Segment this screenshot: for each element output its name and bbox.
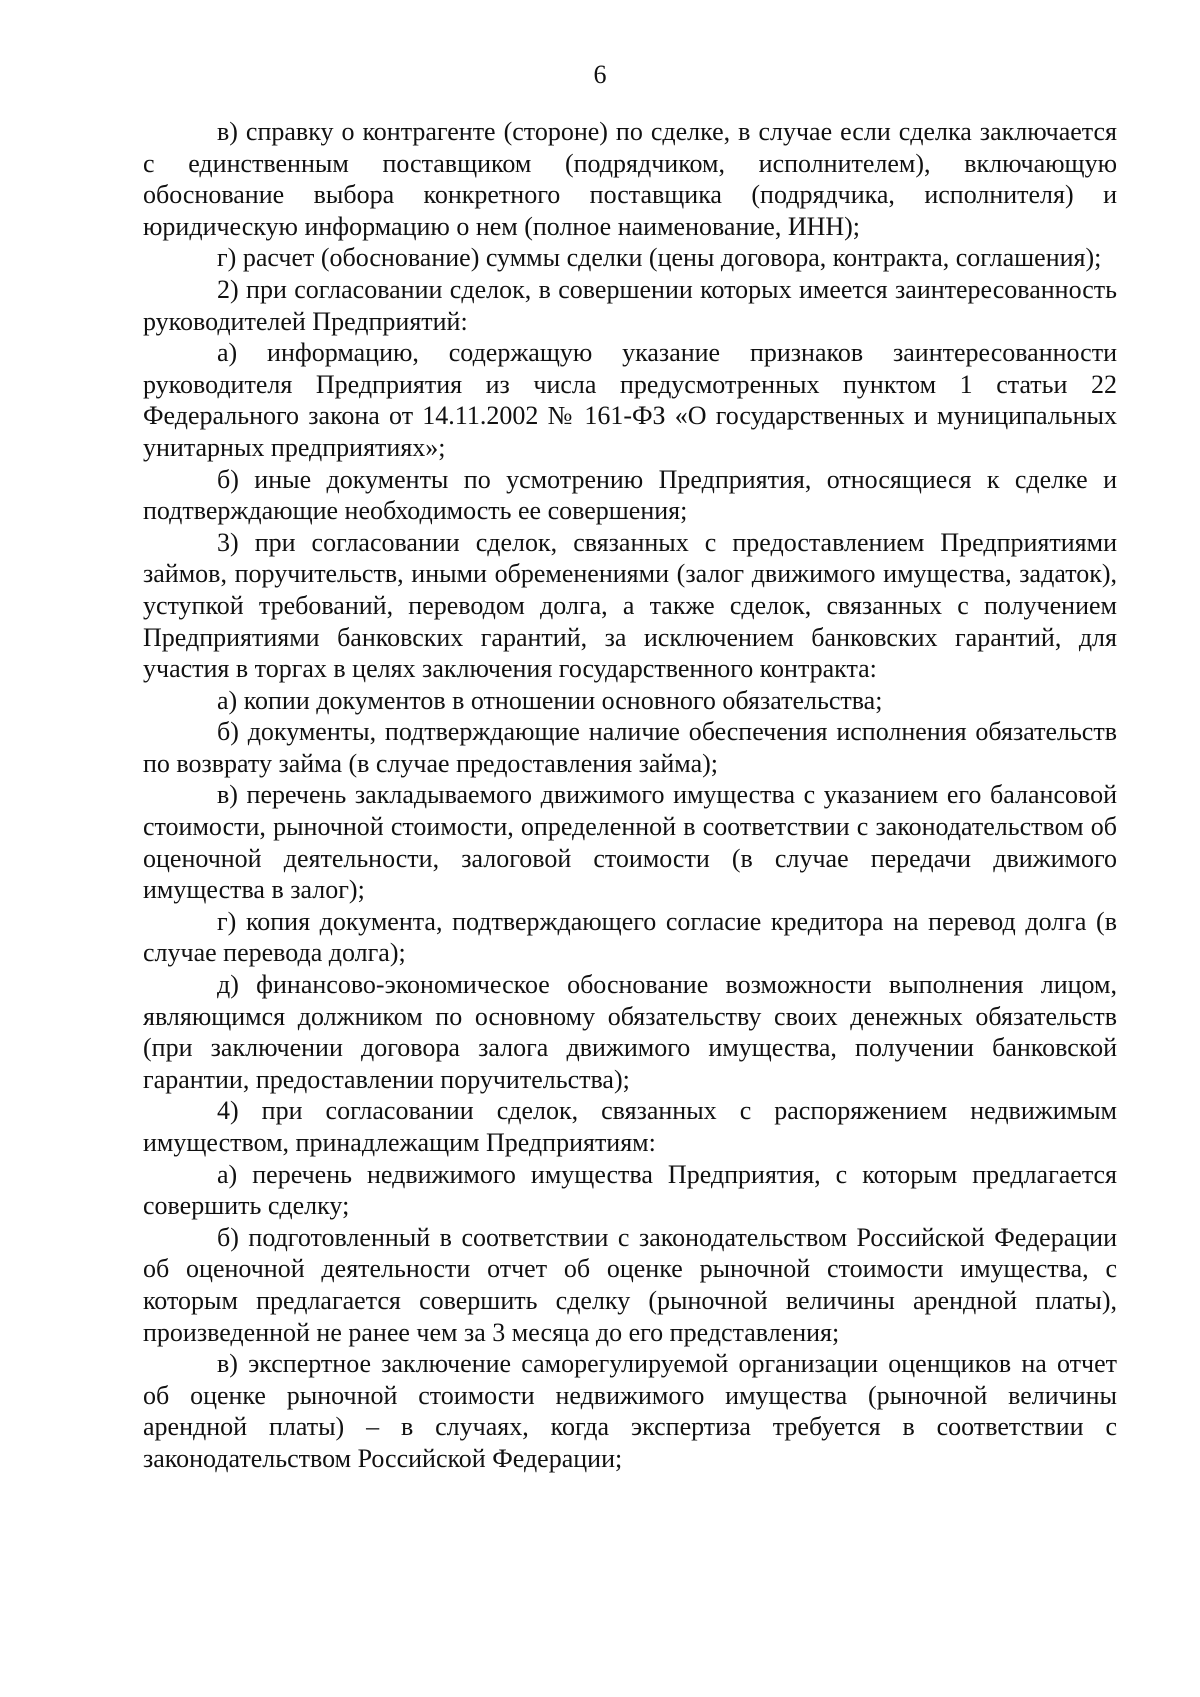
paragraph-g-deal-amount: г) расчет (обоснование) суммы сделки (цены договора, контракта, соглашения); bbox=[217, 243, 1102, 273]
document-body bbox=[143, 116, 1117, 1475]
paragraph-b-other-documents: б) иные документы по усмотрению Предприятия, относящиеся к сделке и подтверждающие необходимость ее совершения; bbox=[143, 464, 1117, 526]
paragraph-a-real-estate-list: а) перечень недвижимого имущества Предприятия, с которым предлагается совершить сделку; bbox=[143, 1159, 1117, 1221]
paragraph-2-interested-deals: 2) при согласовании сделок, в совершении которых имеется заинтересованность руководителей Предприятий: bbox=[143, 274, 1117, 336]
paragraph-b-loan-security: б) документы, подтверждающие наличие обеспечения исполнения обязательств по возврату займа (в случае предоставления займа); bbox=[143, 717, 1117, 778]
paragraph-4-real-estate-deals: 4) при согласовании сделок, связанных с распоряжением недвижимым имуществом, принадлежащим Предприятиям: bbox=[143, 1096, 1117, 1157]
paragraph-v-counterparty-info: в) справку о контрагенте (стороне) по сделке, в случае если сделка заключается с единственным поставщиком (подрядчиком, исполнителем), включающую обоснование выбора конкретного поставщика (подрядчика, исполнителя) и юридическую информацию о нем (полное наименование, ИНН); bbox=[143, 117, 1117, 241]
page-number: 6 bbox=[593, 60, 607, 89]
paragraph-d-financial-justification: д) финансово-экономическое обоснование возможности выполнения лицом, являющимся должником по основному обязательству своих денежных обязательств (при заключении договора залога движимого имущества, получении банковской гарантии, предоставлении поручительства); bbox=[143, 970, 1117, 1094]
paragraph-b-valuation-report: б) подготовленный в соответствии с законодательством Российской Федерации об оценочной деятельности отчет об оценке рыночной стоимости имущества, с которым предлагается совершить сделку (рыночной величины арендной платы), произведенной не ранее чем за 3 месяца до его представления; bbox=[143, 1222, 1117, 1347]
paragraph-g-creditor-consent: г) копия документа, подтверждающего согласие кредитора на перевод долга (в случае перевода долга); bbox=[143, 906, 1117, 968]
paragraph-a-main-obligation-copies: а) копии документов в отношении основного обязательства; bbox=[217, 685, 883, 715]
paragraph-v-expert-opinion: в) экспертное заключение саморегулируемой организации оценщиков на отчет об оценке рыночной стоимости недвижимого имущества (рыночной величины арендной платы) – в случаях, когда экспертиза требуется в соответствии с законодательством Российской Федерации; bbox=[143, 1349, 1117, 1473]
paragraph-3-loans-guarantees: 3) при согласовании сделок, связанных с предоставлением Предприятиями займов, поручительств, иными обременениями (залог движимого имущества, задаток), уступкой требований, переводом долга, а также сделок, связанных с получением Предприятиями банковских гарантий, за исключением банковских гарантий, для участия в торгах в целях заключения государственного контракта: bbox=[143, 527, 1117, 684]
paragraph-v-pledged-property-list: в) перечень закладываемого движимого имущества с указанием его балансовой стоимости, рыночной стоимости, определенной в соответствии с законодательством об оценочной деятельности, залоговой стоимости (в случае передачи движимого имущества в залог); bbox=[143, 780, 1117, 905]
paragraph-a-interest-signs: а) информацию, содержащую указание признаков заинтересованности руководителя Предприятия из числа предусмотренных пунктом 1 статьи 22 Федерального закона от 14.11.2002 № 161-ФЗ «О государственных и муниципальных унитарных предприятиях»; bbox=[143, 338, 1117, 462]
